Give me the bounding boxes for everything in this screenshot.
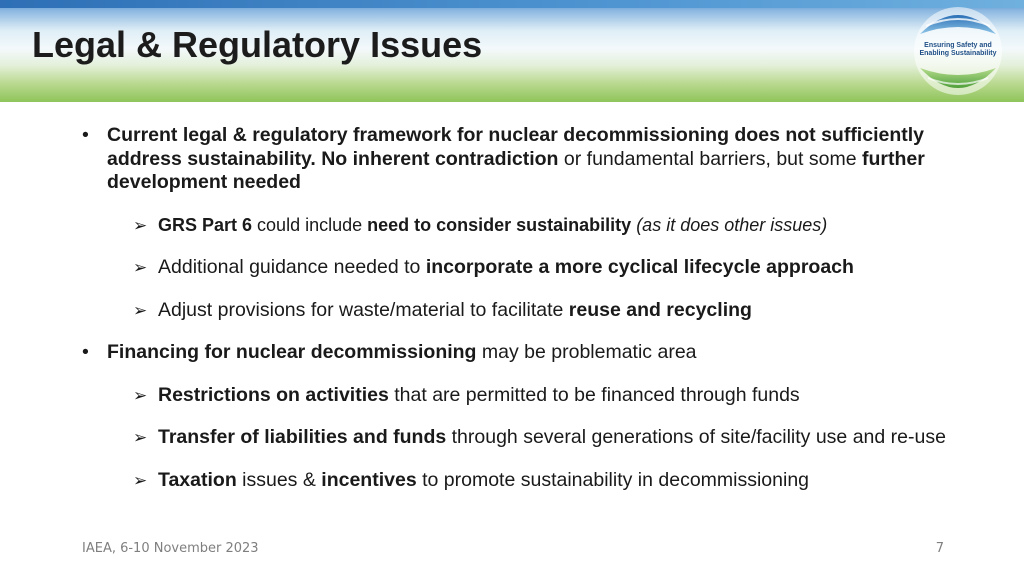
text-segment: Transfer of liabilities and funds [158,426,447,448]
text-segment: incorporate a more cyclical lifecycle approach [425,256,854,278]
bullet-list [80,124,960,511]
footer-event: IAEA, 6-10 November 2023 [82,541,259,556]
bullet-dot-icon: • [82,341,89,363]
text-segment: may be problematic area [476,341,697,363]
text-segment: (as it does other issues) [631,214,828,235]
text-segment: Adjust provisions for waste/material to facilitate [158,298,569,321]
text-segment: Current legal & regulatory framework for nuclear decommissioning does not sufficiently address sustainability. No inherent contradiction [107,124,925,170]
bullet-dot-icon: • [82,124,89,146]
text-segment: Taxation [158,468,237,491]
slide-title: Legal & Regulatory Issues [32,24,483,65]
text-segment: through several generations of site/facility use and re-use [446,426,946,448]
text-segment: Restrictions on activities [158,383,389,406]
text-segment: need to consider sustainability [367,214,632,235]
text-segment: Financing for nuclear decommissioning [107,341,477,363]
sub-bullet-item [80,299,960,323]
logo-text-line2: Enabling Sustainability [919,50,997,57]
text-segment: to promote sustainability in decommissioning [416,468,810,491]
header-banner [0,0,1024,102]
logo-text [912,42,1004,58]
sub-bullet-item [80,469,960,493]
sub-bullet-item [80,384,960,408]
arrow-bullet-icon: ➢ [133,215,148,235]
logo-text-line1: Ensuring Safety and [924,42,992,49]
text-segment: could include [252,214,368,235]
arrow-bullet-icon: ➢ [133,300,148,320]
text-segment: issues & [236,468,322,491]
bullet-item [80,341,960,365]
arrow-bullet-icon: ➢ [133,470,148,490]
header-top-band [0,0,1024,8]
arrow-bullet-icon: ➢ [133,258,148,277]
sub-bullet-item [80,256,960,280]
page-number: 7 [935,541,944,556]
arrow-bullet-icon: ➢ [133,385,148,405]
text-segment: Additional guidance needed to [158,256,426,278]
text-segment: GRS Part 6 [158,214,253,235]
text-segment: or fundamental barriers, but some [558,147,862,170]
text-segment: that are permitted to be financed through funds [388,383,800,406]
text-segment: further development needed [107,147,925,193]
sub-bullet-item [80,214,960,238]
arrow-bullet-icon: ➢ [133,428,148,447]
bullet-item [80,124,960,195]
text-segment: incentives [321,468,417,491]
text-segment: reuse and recycling [568,298,752,321]
sub-bullet-item [80,426,960,450]
logo [912,4,1004,98]
